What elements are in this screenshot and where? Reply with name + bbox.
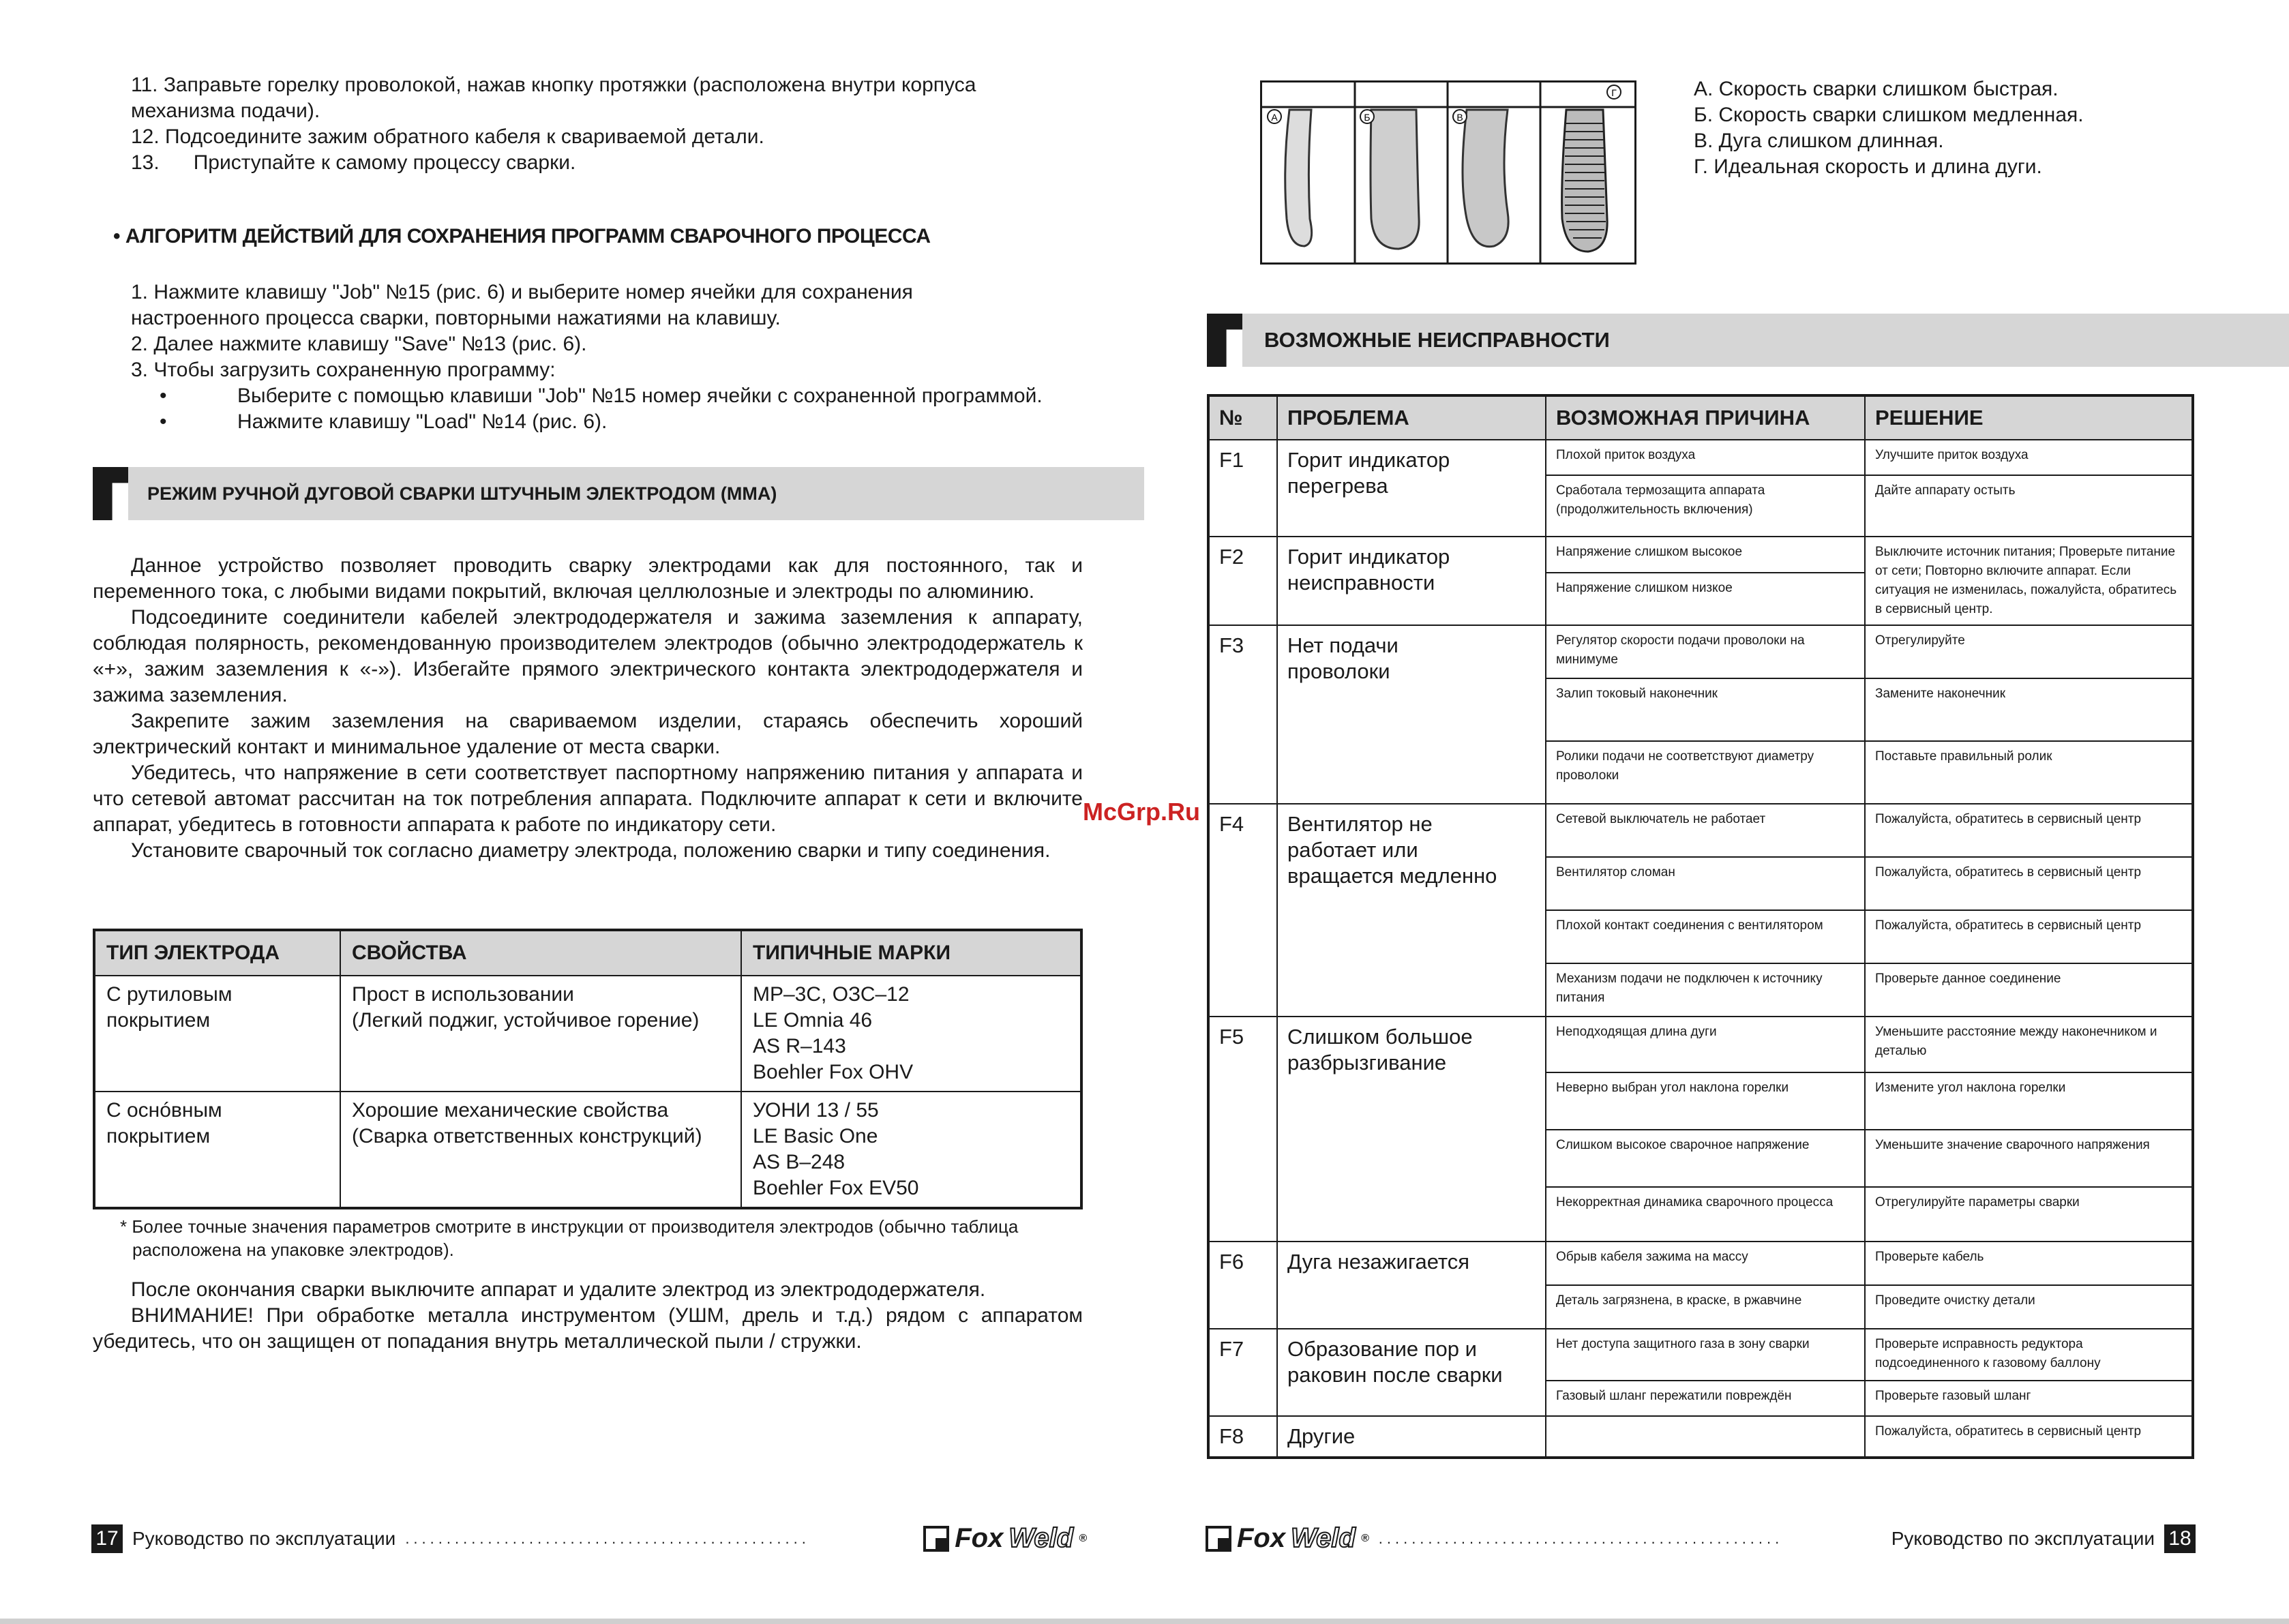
faults-title: ВОЗМОЖНЫЕ НЕИСПРАВНОСТИ [1264, 328, 1610, 352]
weld-label-a: A [1271, 112, 1278, 123]
fault-fix: Проверьте газовый шланг [1865, 1381, 2193, 1416]
right-footer [1206, 1523, 2196, 1554]
footer-text: Руководство по эксплуатации [1891, 1527, 2155, 1549]
algo-step-2: 2. Далее нажмите клавишу "Save" №13 (рис. 6). [131, 333, 587, 355]
fault-fix: Отрегулируйте [1865, 625, 2193, 678]
fault-fix: Отрегулируйте параметры сварки [1865, 1187, 2193, 1242]
fault-problem: Слишком большое разбрызгивание [1277, 1017, 1546, 1242]
fault-code: F8 [1208, 1416, 1277, 1458]
brand-logo: Fox Weld ® [923, 1523, 1087, 1554]
fault-problem: Образование пор и раковин после сварки [1277, 1329, 1546, 1416]
fault-fix: Измените угол наклона горелки [1865, 1072, 2193, 1130]
fault-cause: Сработала термозащита аппарата (продолжительность включения) [1546, 475, 1865, 537]
fault-cause: Нет доступа защитного газа в зону сварки [1546, 1329, 1865, 1381]
steps-list [131, 72, 1086, 176]
fault-problem: Нет подачи проволоки [1277, 625, 1546, 804]
step-11: 11. Заправьте горелку проволокой, нажав кнопку протяжки (расположена внутри корпуса механизма подачи). [131, 74, 976, 122]
table-header-row [1208, 395, 2193, 440]
legend-item: В. Дуга слишком длинная. [1694, 130, 1944, 152]
fault-cause: Сетевой выключатель не работает [1546, 804, 1865, 857]
fault-cause: Плохой приток воздуха [1546, 440, 1865, 475]
table-row [94, 976, 1081, 1092]
section-marker-icon [1207, 314, 1242, 367]
fault-cause: Залип токовый наконечник [1546, 678, 1865, 741]
fault-fix: Проверьте кабель [1865, 1242, 2193, 1285]
fault-fix: Уменьшите значение сварочного напряжения [1865, 1130, 2193, 1187]
table-row [1208, 1416, 2193, 1458]
fault-code: F2 [1208, 537, 1277, 625]
fault-cause: Деталь загрязнена, в краске, в ржавчине [1546, 1285, 1865, 1329]
fault-cause: Напряжение слишком низкое [1546, 573, 1865, 625]
cell: С рутиловым покрытием [94, 976, 340, 1092]
table-row [1208, 625, 2193, 678]
brand-logo: Fox Weld ® [1206, 1523, 1369, 1554]
cell: Прост в использовании (Легкий поджиг, устойчивое горение) [340, 976, 741, 1092]
table-row [1208, 537, 2193, 573]
fault-problem: Горит индикатор неисправности [1277, 537, 1546, 625]
fault-fix: Выключите источник питания; Проверьте питание от сети; Повторно включите аппарат. Если ситуация не изменилась, пожалуйста, обратитесь в сервисный центр. [1865, 537, 2193, 625]
weld-label-b: Б [1364, 112, 1371, 123]
col-header: ПРОБЛЕМА [1277, 395, 1546, 440]
step-13: 13. Приступайте к самому процессу сварки. [131, 151, 576, 174]
fault-cause [1546, 1416, 1865, 1458]
page-number: 17 [91, 1524, 123, 1553]
left-footer [91, 1523, 1087, 1554]
after-paragraph: После окончания сварки выключите аппарат и удалите электрод из электрододержателя. [131, 1278, 986, 1301]
mma-paragraph: Подсоедините соединители кабелей электрододержателя и зажима заземления к аппарату, соблюдая полярность, рекомендованную производителем электродов (обычно электрододержатель к «+», зажим заземления к «-»). Избегайте прямого электрического контакта электрододержателя и зажима заземления. [93, 606, 1083, 706]
fault-code: F5 [1208, 1017, 1277, 1242]
fault-fix: Замените наконечник [1865, 678, 2193, 741]
cell: С оснóвным покрытием [94, 1092, 340, 1208]
fault-code: F6 [1208, 1242, 1277, 1329]
algo-title: • АЛГОРИТМ ДЕЙСТВИЙ ДЛЯ СОХРАНЕНИЯ ПРОГРАММ СВАРОЧНОГО ПРОЦЕССА [113, 225, 931, 247]
fault-problem: Другие [1277, 1416, 1546, 1458]
faults-header-bar [1207, 314, 2289, 367]
table-row [1208, 440, 2193, 475]
fault-problem: Горит индикатор перегрева [1277, 440, 1546, 537]
col-header: ТИПИЧНЫЕ МАРКИ [741, 930, 1081, 976]
weld-label-g: Г [1611, 87, 1617, 98]
step-12: 12. Подсоедините зажим обратного кабеля к свариваемой детали. [131, 125, 764, 148]
weld-beads-illustration [1262, 82, 1634, 262]
fault-cause: Механизм подачи не подключен к источнику питания [1546, 963, 1865, 1017]
table-row [1208, 1329, 2193, 1381]
electrode-table [93, 929, 1083, 1209]
fault-fix: Проверьте данное соединение [1865, 963, 2193, 1017]
table-row [1208, 804, 2193, 857]
fault-cause: Вентилятор сломан [1546, 857, 1865, 910]
weld-label-v: В [1456, 112, 1463, 123]
fault-code: F4 [1208, 804, 1277, 1017]
fault-cause: Слишком высокое сварочное напряжение [1546, 1130, 1865, 1187]
footer-text: Руководство по эксплуатации [132, 1527, 396, 1549]
mma-text [93, 553, 1083, 864]
bottom-divider [0, 1619, 2289, 1624]
section-marker-icon [93, 467, 128, 520]
page-number: 18 [2164, 1524, 2196, 1553]
fault-cause: Газовый шланг пережатили повреждён [1546, 1381, 1865, 1416]
fault-cause: Некорректная динамика сварочного процесса [1546, 1187, 1865, 1242]
fault-fix: Улучшите приток воздуха [1865, 440, 2193, 475]
mma-header-bar [93, 467, 1144, 520]
fault-cause: Ролики подачи не соответствуют диаметру проволоки [1546, 741, 1865, 804]
table-row [1208, 1242, 2193, 1285]
algo-step-3: 3. Чтобы загрузить сохраненную программу: [131, 359, 556, 381]
fault-problem: Дуга незажигается [1277, 1242, 1546, 1329]
col-header: РЕШЕНИЕ [1865, 395, 2193, 440]
cell: МР–3С, ОЗС–12 LE Omnia 46 AS R–143 Boehler Fox OHV [741, 976, 1081, 1092]
fault-fix: Пожалуйста, обратитесь в сервисный центр [1865, 857, 2193, 910]
fault-code: F3 [1208, 625, 1277, 804]
fault-cause: Обрыв кабеля зажима на массу [1546, 1242, 1865, 1285]
fault-fix: Пожалуйста, обратитесь в сервисный центр [1865, 910, 2193, 963]
cell: Хорошие механические свойства (Сварка ответственных конструкций) [340, 1092, 741, 1208]
watermark: McGrp.Ru [1083, 798, 1201, 826]
faults-table [1207, 394, 2194, 1459]
mma-paragraph: Закрепите зажим заземления на свариваемом изделии, стараясь обеспечить хороший электрический контакт и минимальное удаление от места сварки. [93, 710, 1083, 758]
logo-icon [1206, 1526, 1231, 1552]
weld-legend [1694, 76, 2084, 180]
table-header-row [94, 930, 1081, 976]
col-header: ВОЗМОЖНАЯ ПРИЧИНА [1546, 395, 1865, 440]
after-text [93, 1277, 1083, 1355]
col-header: СВОЙСТВА [340, 930, 741, 976]
legend-item: Б. Скорость сварки слишком медленная. [1694, 104, 2084, 126]
fault-cause: Напряжение слишком высокое [1546, 537, 1865, 573]
algo-bullet-1: • Выберите с помощью клавиши "Job" №15 номер ячейки с сохраненной программой. [160, 385, 1043, 407]
algo-step-1: 1. Нажмите клавишу "Job" №15 (рис. 6) и выберите номер ячейки для сохранения настроенного процесса сварки, повторными нажатиями на клавишу. [131, 281, 913, 329]
footer-dots: ................................................. [1378, 1529, 1784, 1547]
fault-fix: Проведите очистку детали [1865, 1285, 2193, 1329]
legend-item: Г. Идеальная скорость и длина дуги. [1694, 155, 2042, 178]
after-paragraph: ВНИМАНИЕ! При обработке металла инструментом (УШМ, дрель и т.д.) рядом с аппаратом убедитесь, что он защищен от попадания внутрь металлической пыли / стружки. [93, 1304, 1083, 1353]
fault-cause: Неверно выбран угол наклона горелки [1546, 1072, 1865, 1130]
fault-problem: Вентилятор не работает или вращается медленно [1277, 804, 1546, 1017]
mma-paragraph: Убедитесь, что напряжение в сети соответствует паспортному напряжению питания у аппарата и что сетевой автомат рассчитан на ток потребления аппарата. Подключите аппарат к сети и включите аппарат, убедитесь в готовности аппарата к работе по индикатору сети. [93, 762, 1083, 836]
footer-dots: ................................................. [405, 1529, 810, 1547]
footnote: * Более точные значения параметров смотрите в инструкции от производителя электродов (обычно таблица расположена на упаковке электродов). [120, 1216, 1019, 1260]
algo-bullet-2: • Нажмите клавишу "Load" №14 (рис. 6). [160, 410, 608, 433]
fault-cause: Регулятор скорости подачи проволоки на минимуме [1546, 625, 1865, 678]
fault-fix: Поставьте правильный ролик [1865, 741, 2193, 804]
fault-fix: Пожалуйста, обратитесь в сервисный центр [1865, 804, 2193, 857]
fault-cause: Плохой контакт соединения с вентилятором [1546, 910, 1865, 963]
logo-icon [923, 1526, 949, 1552]
table-row [1208, 1017, 2193, 1072]
col-header: № [1208, 395, 1277, 440]
col-header: ТИП ЭЛЕКТРОДА [94, 930, 340, 976]
mma-paragraph: Установите сварочный ток согласно диаметру электрода, положению сварки и типу соединения. [131, 839, 1051, 862]
table-row [94, 1092, 1081, 1208]
cell: УОНИ 13 / 55 LE Basic One AS B–248 Boehler Fox EV50 [741, 1092, 1081, 1208]
fault-fix: Пожалуйста, обратитесь в сервисный центр [1865, 1416, 2193, 1458]
mma-paragraph: Данное устройство позволяет проводить сварку электродами как для постоянного, так и переменного тока, с любыми видами покрытий, включая целлюлозные и электроды по алюминию. [93, 554, 1083, 603]
algo-steps [131, 280, 1106, 435]
mma-title: РЕЖИМ РУЧНОЙ ДУГОВОЙ СВАРКИ ШТУЧНЫМ ЭЛЕКТРОДОМ (ММА) [147, 483, 777, 504]
fault-fix: Уменьшите расстояние между наконечником и деталью [1865, 1017, 2193, 1072]
fault-fix: Проверьте исправность редуктора подсоединенного к газовому баллону [1865, 1329, 2193, 1381]
fault-code: F1 [1208, 440, 1277, 537]
fault-code: F7 [1208, 1329, 1277, 1416]
fault-fix: Дайте аппарату остыть [1865, 475, 2193, 537]
legend-item: А. Скорость сварки слишком быстрая. [1694, 78, 2059, 100]
weld-diagram [1260, 80, 1636, 265]
fault-cause: Неподходящая длина дуги [1546, 1017, 1865, 1072]
